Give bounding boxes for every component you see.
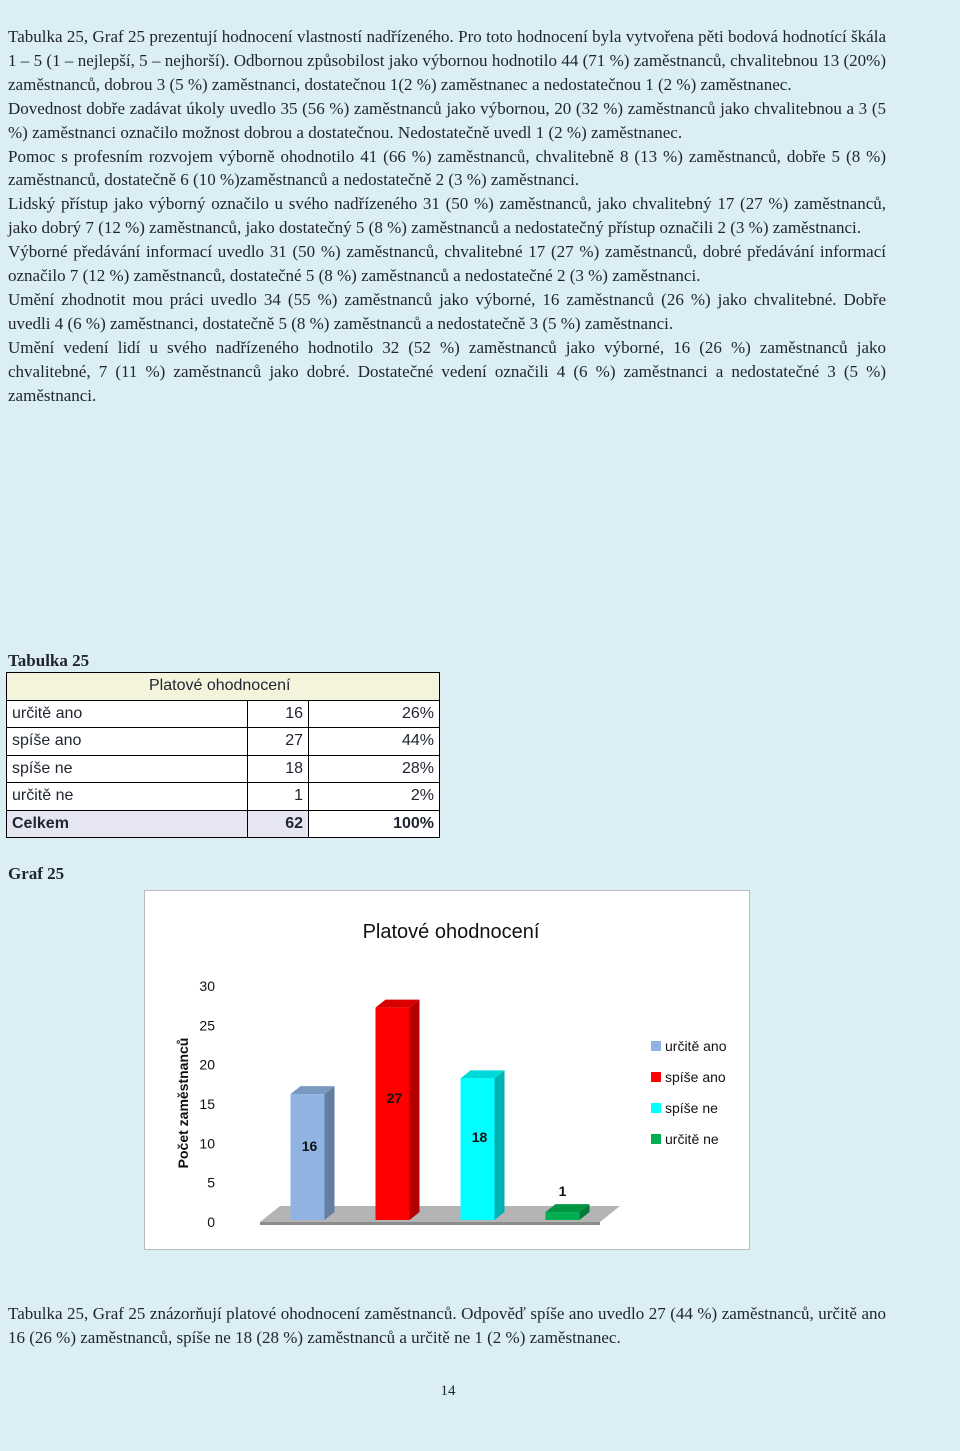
legend-label: určitě ano [665,1038,727,1054]
total-label: Celkem [7,810,248,838]
data-label: 16 [301,1137,318,1154]
row-count: 27 [248,728,309,756]
y-tick-label: 25 [199,1017,215,1034]
bar [461,1078,495,1220]
table-caption: Tabulka 25 [8,651,90,670]
table-row [7,783,440,811]
legend-swatch [651,1072,661,1082]
legend-swatch [651,1134,661,1144]
row-percent: 44% [309,728,440,756]
row-count: 18 [248,755,309,783]
row-label: spíše ano [7,728,248,756]
salary-table [6,672,440,838]
legend-label: spíše ne [665,1100,718,1116]
bar-side [495,1070,505,1220]
row-label: určitě ne [7,783,248,811]
paragraph-tasks: Dovednost dobře zadávat úkoly uvedlo 35 (56 %) zaměstnanců jako výbornou, 20 (32 %) zaměstnanců jako chvalitebnou a 3 (5 %) zaměstnanci označilo možnost dobrou a dostatečnou. Nedostatečně uvedl 1 (2 %) zaměstnanec. [8,98,886,142]
legend-swatch [651,1041,661,1051]
row-percent: 2% [309,783,440,811]
y-tick-label: 10 [199,1135,215,1152]
data-label: 1 [558,1183,567,1200]
paragraph-human-approach: Lidský přístup jako výborný označilo u svého nadřízeného 31 (50 %) zaměstnanců, jako chvalitebný 17 (27 %) zaměstnanců, jako dobrý 7 (12 %) zaměstnanců, jako dostatečný 5 (8 %) zaměstnanců a nedostatečný přístup označili 2 (3 %) zaměstnanci. [8,194,886,238]
y-tick-label: 5 [207,1174,215,1191]
paragraph-evaluation: Umění zhodnotit mou práci uvedlo 34 (55 %) zaměstnanců jako výborné, 16 zaměstnanců (26 %) jako chvalitebné. Dobře uvedli 4 (6 %) zaměstnanci, dostatečně 5 (8 %) zaměstnanců a nedostatečně 3 (5 %) zaměstnanci. [8,289,886,333]
table-total-row [7,810,440,838]
bar [376,1008,410,1220]
table-row [7,700,440,728]
row-percent: 28% [309,755,440,783]
legend-label: spíše ano [665,1069,726,1085]
paragraph-information: Výborné předávání informací uvedlo 31 (50 %) zaměstnanců, chvalitebné 17 (27 %) zaměstnanců, dobré předávání informací označilo 7 (12 %) zaměstnanců, dostatečné 5 (8 %) zaměstnanců a nedostatečné 2 (3 %) zaměstnanci. [8,242,886,286]
body-text [8,25,886,408]
total-percent: 100% [309,810,440,838]
bar [291,1094,325,1220]
graph-caption: Graf 25 [8,864,65,883]
row-count: 1 [248,783,309,811]
bar-side [325,1086,335,1220]
data-label: 27 [386,1090,403,1107]
legend-label: určitě ne [665,1131,719,1147]
table-row [7,755,440,783]
table-header: Platové ohodnocení [7,673,440,701]
paragraph-intro: Tabulka 25, Graf 25 prezentují hodnocení vlastností nadřízeného. Pro toto hodnocení byla vytvořena pěti bodová hodnotící škála 1 – 5 (1 – nejlepší, 5 – nejhorší). Odbornou způsobilost jako výbornou hodnotilo 44 (71 %) zaměstnanců, chvalitebnou 13 (20%) zaměstnanců, dobrou 3 (5 %) zaměstnanci, dostatečnou 1(2 %) zaměstnanec a nedostatečnou 1 (2 %) zaměstnanec. [8,27,886,94]
legend-swatch [651,1103,661,1113]
bar-chart [144,890,750,1250]
bar-chart-svg [145,891,749,1249]
conclusion-text: Tabulka 25, Graf 25 znázorňují platové ohodnocení zaměstnanců. Odpověď spíše ano uvedlo 27 (44 %) zaměstnanců, určitě ano 16 (26 %) zaměstnanců, spíše ne 18 (28 %) zaměstnanců a určitě ne 1 (2 %) zaměstnanec. [8,1304,886,1347]
y-tick-label: 0 [207,1214,215,1230]
row-count: 16 [248,700,309,728]
table-row [7,728,440,756]
total-count: 62 [248,810,309,838]
y-tick-label: 20 [199,1056,215,1073]
y-tick-label: 15 [199,1096,215,1112]
y-axis-label: Počet zaměstnanců [175,1037,191,1169]
chart-floor-edge [260,1222,600,1225]
bar [546,1212,580,1220]
chart-title: Platové ohodnocení [362,921,540,943]
paragraph-development: Pomoc s profesním rozvojem výborně ohodnotilo 41 (66 %) zaměstnanců, chvalitebně 8 (13 %) zaměstnanců, dobře 5 (8 %) zaměstnanců, dostatečně 6 (10 %)zaměstnanců a nedostatečně 2 (3 %) zaměstnanci. [8,146,886,190]
y-tick-label: 30 [199,978,215,994]
row-label: určitě ano [7,700,248,728]
row-label: spíše ne [7,755,248,783]
data-label: 18 [471,1129,488,1146]
row-percent: 26% [309,700,440,728]
table-header-row [7,673,440,701]
bar-side [410,1000,420,1220]
page-number: 14 [440,1383,456,1399]
paragraph-leadership: Umění vedení lidí u svého nadřízeného hodnotilo 32 (52 %) zaměstnanců jako výborné, 16 (26 %) zaměstnanců jako chvalitebné, 7 (11 %) zaměstnanců jako dobré. Dostatečné vedení označili 4 (6 %) zaměstnanci a nedostatečné 3 (5 %) zaměstnanci. [8,337,886,405]
